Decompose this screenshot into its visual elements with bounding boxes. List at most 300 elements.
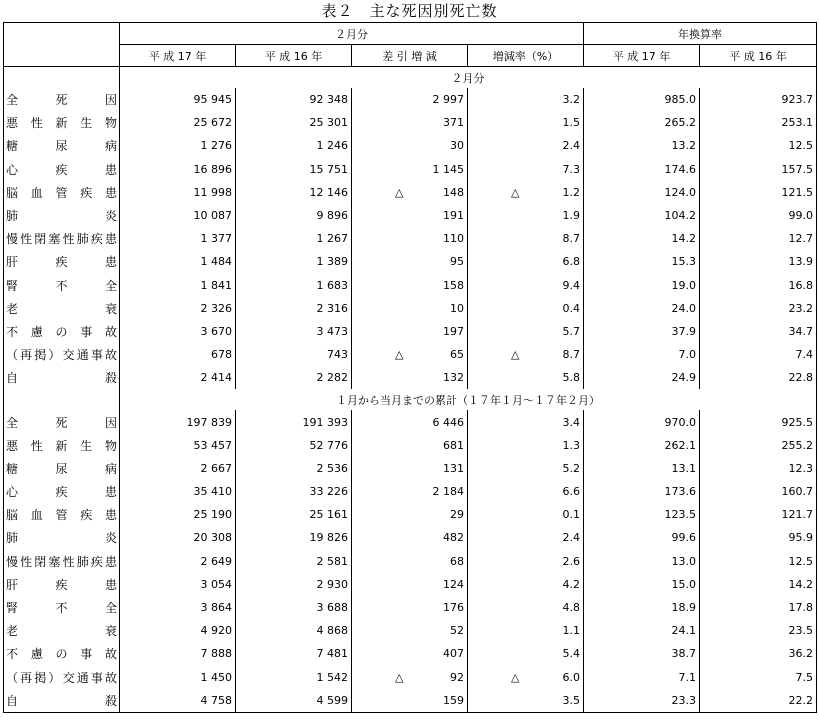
cause-char: の — [55, 324, 68, 339]
rate-cell — [468, 689, 584, 713]
count-h17: 16 896 — [120, 158, 236, 181]
table-title: 表２ 主な死因別死亡数 — [321, 2, 498, 20]
diff-cell — [352, 503, 468, 526]
rate-cell-value: 2.4 — [562, 531, 580, 545]
cause-name — [6, 253, 117, 270]
cause-name — [6, 137, 117, 154]
cause-char: 性 — [62, 554, 75, 569]
decrease-mark — [471, 302, 531, 315]
cause-char: 疾 — [55, 577, 68, 592]
count-h17: 20 308 — [120, 526, 236, 549]
diff-cell-content — [355, 439, 464, 452]
mortality-table — [3, 22, 817, 713]
diff-cell-value: 131 — [443, 461, 464, 475]
diff-cell — [352, 158, 468, 181]
annual-rate-h17: 24.1 — [584, 619, 700, 642]
rate-cell-value: 3.2 — [562, 93, 580, 107]
rate-cell-value: 5.7 — [562, 324, 580, 338]
table-row — [4, 619, 817, 642]
table-row — [4, 573, 817, 596]
rate-cell — [468, 642, 584, 665]
cause-char: 因 — [104, 93, 117, 108]
header-group-annual: 年換算率 — [584, 23, 817, 45]
table-row — [4, 227, 817, 250]
cause-cell — [4, 689, 120, 713]
annual-rate-h16: 12.5 — [700, 550, 817, 573]
diff-cell-value: 148 — [443, 185, 464, 199]
diff-cell-value: 6 446 — [432, 415, 464, 429]
decrease-mark — [355, 416, 415, 429]
rate-cell-content — [471, 93, 580, 106]
rate-cell — [468, 111, 584, 134]
diff-cell-content — [355, 209, 464, 222]
section-label: １月から当月までの累計（１７年１月～１７年２月） — [120, 389, 817, 410]
cause-char: 物 — [104, 438, 117, 453]
cause-cell — [4, 550, 120, 573]
decrease-mark — [471, 462, 531, 475]
diff-cell — [352, 457, 468, 480]
cause-name — [6, 277, 117, 294]
cause-char: 患 — [104, 508, 117, 523]
decrease-mark — [355, 302, 415, 315]
cause-char: 掲 — [34, 670, 47, 685]
cause-char: 新 — [55, 438, 68, 453]
decrease-mark — [471, 439, 531, 452]
table-row — [4, 134, 817, 157]
rate-cell-content — [471, 348, 580, 361]
count-h17: 25 672 — [120, 111, 236, 134]
cause-char: 生 — [80, 438, 93, 453]
cause-char: 事 — [80, 647, 93, 662]
diff-cell-value: 65 — [450, 348, 464, 362]
rate-cell-content — [471, 531, 580, 544]
rate-cell — [468, 503, 584, 526]
diff-cell-content — [355, 93, 464, 106]
diff-cell-value: 482 — [443, 531, 464, 545]
decrease-mark — [355, 508, 415, 521]
rate-cell — [468, 619, 584, 642]
diff-cell — [352, 134, 468, 157]
diff-cell — [352, 227, 468, 250]
decrease-mark — [355, 601, 415, 614]
cause-char: 血 — [30, 508, 43, 523]
cause-char: 患 — [104, 485, 117, 500]
count-h17: 3 670 — [120, 320, 236, 343]
rate-cell — [468, 573, 584, 596]
cause-char: 疾 — [90, 232, 103, 247]
annual-rate-h16: 255.2 — [700, 434, 817, 457]
annual-rate-h16: 157.5 — [700, 158, 817, 181]
annual-rate-h17: 14.2 — [584, 227, 700, 250]
cause-char: 肝 — [6, 255, 19, 270]
cause-char: 死 — [55, 415, 68, 430]
count-h17: 4 758 — [120, 689, 236, 713]
cause-char: 炎 — [104, 531, 117, 546]
decrease-mark — [355, 371, 415, 384]
count-h17: 11 998 — [120, 181, 236, 204]
cause-char: 老 — [6, 301, 19, 316]
annual-rate-h16: 13.9 — [700, 250, 817, 273]
cause-char: 故 — [104, 647, 117, 662]
diff-cell-value: 68 — [450, 554, 464, 568]
cause-char: 再 — [20, 348, 33, 363]
count-h16: 25 301 — [236, 111, 352, 134]
cause-name — [6, 161, 117, 178]
rate-cell — [468, 134, 584, 157]
decrease-mark — [355, 139, 415, 152]
cause-char: 肺 — [76, 554, 89, 569]
count-h17: 1 450 — [120, 666, 236, 689]
cause-char: 尿 — [55, 139, 68, 154]
diff-cell — [352, 596, 468, 619]
cause-char: ） — [48, 348, 61, 363]
count-h16: 2 282 — [236, 366, 352, 389]
decrease-mark — [471, 255, 531, 268]
cause-name — [6, 645, 117, 662]
rate-cell — [468, 88, 584, 111]
cause-cell — [4, 457, 120, 480]
cause-char: 脳 — [6, 185, 19, 200]
cause-char: 交 — [62, 670, 75, 685]
rate-cell-content — [471, 508, 580, 521]
rate-cell — [468, 410, 584, 433]
diff-cell-content — [355, 186, 464, 199]
diff-cell-value: 2 997 — [432, 93, 464, 107]
table-row — [4, 550, 817, 573]
table-row — [4, 410, 817, 433]
count-h16: 3 473 — [236, 320, 352, 343]
diff-cell — [352, 410, 468, 433]
rate-cell-content — [471, 232, 580, 245]
decrease-mark: △ — [511, 670, 520, 684]
cause-cell — [4, 642, 120, 665]
cause-char: 患 — [104, 554, 117, 569]
cause-char: 因 — [104, 415, 117, 430]
annual-rate-h17: 19.0 — [584, 274, 700, 297]
cause-cell — [4, 410, 120, 433]
annual-rate-h16: 14.2 — [700, 573, 817, 596]
decrease-mark — [355, 694, 415, 707]
annual-rate-h16: 923.7 — [700, 88, 817, 111]
diff-cell-value: 110 — [443, 232, 464, 246]
diff-cell-content — [355, 348, 464, 361]
table-row — [4, 320, 817, 343]
cause-name — [6, 669, 117, 686]
table-row — [4, 526, 817, 549]
diff-cell — [352, 297, 468, 320]
rate-cell — [468, 434, 584, 457]
cause-char: 衰 — [104, 301, 117, 316]
count-h16: 4 599 — [236, 689, 352, 713]
diff-cell-content — [355, 255, 464, 268]
diff-cell-value: 92 — [450, 670, 464, 684]
decrease-mark — [471, 279, 531, 292]
rate-cell — [468, 227, 584, 250]
cause-char: 慢 — [6, 554, 19, 569]
diff-cell-content — [355, 647, 464, 660]
diff-cell-value: 132 — [443, 371, 464, 385]
cause-char: （ — [6, 670, 19, 685]
count-h16: 7 481 — [236, 642, 352, 665]
diff-cell-value: 176 — [443, 601, 464, 615]
cause-name — [6, 369, 117, 386]
rate-cell-content — [471, 163, 580, 176]
decrease-mark — [355, 255, 415, 268]
rate-cell — [468, 297, 584, 320]
annual-rate-h17: 262.1 — [584, 434, 700, 457]
rate-cell-value: 8.7 — [562, 232, 580, 246]
decrease-mark — [355, 163, 415, 176]
decrease-mark — [471, 624, 531, 637]
decrease-mark — [471, 163, 531, 176]
diff-cell-value: 197 — [443, 324, 464, 338]
rate-cell — [468, 457, 584, 480]
cause-char: 自 — [6, 371, 19, 386]
count-h16: 52 776 — [236, 434, 352, 457]
cause-char: 性 — [30, 116, 43, 131]
cause-char: 死 — [55, 93, 68, 108]
rate-cell-value: 3.4 — [562, 415, 580, 429]
count-h16: 743 — [236, 343, 352, 366]
annual-rate-h16: 160.7 — [700, 480, 817, 503]
table-row — [4, 642, 817, 665]
annual-rate-h16: 121.5 — [700, 181, 817, 204]
cause-char: 不 — [6, 324, 19, 339]
count-h17: 7 888 — [120, 642, 236, 665]
table-row — [4, 457, 817, 480]
count-h16: 3 688 — [236, 596, 352, 619]
count-h17: 53 457 — [120, 434, 236, 457]
annual-rate-h16: 12.5 — [700, 134, 817, 157]
decrease-mark — [471, 485, 531, 498]
rate-cell — [468, 666, 584, 689]
diff-cell — [352, 204, 468, 227]
cause-char: 糖 — [6, 461, 19, 476]
rate-cell-content — [471, 302, 580, 315]
diff-cell-value: 2 184 — [432, 485, 464, 499]
diff-cell-value: 29 — [450, 508, 464, 522]
annual-rate-h17: 174.6 — [584, 158, 700, 181]
rate-cell-value: 4.8 — [562, 601, 580, 615]
cause-cell — [4, 134, 120, 157]
rate-cell-value: 1.9 — [562, 209, 580, 223]
cause-char: 心 — [6, 485, 19, 500]
cause-char: 肝 — [6, 577, 19, 592]
decrease-mark — [471, 601, 531, 614]
diff-cell — [352, 250, 468, 273]
rate-cell-value: 4.2 — [562, 577, 580, 591]
cause-char: 不 — [6, 647, 19, 662]
cause-char: 患 — [104, 577, 117, 592]
cause-name — [6, 184, 117, 201]
cause-name — [6, 437, 117, 454]
cause-cell — [4, 227, 120, 250]
diff-cell — [352, 619, 468, 642]
diff-cell-content — [355, 531, 464, 544]
cause-name — [6, 599, 117, 616]
count-h16: 2 930 — [236, 573, 352, 596]
annual-rate-h17: 37.9 — [584, 320, 700, 343]
annual-rate-h17: 15.0 — [584, 573, 700, 596]
count-h16: 1 246 — [236, 134, 352, 157]
count-h17: 3 864 — [120, 596, 236, 619]
cause-cell — [4, 503, 120, 526]
decrease-mark — [471, 325, 531, 338]
count-h16: 9 896 — [236, 204, 352, 227]
cause-char: 不 — [55, 278, 68, 293]
decrease-mark — [355, 116, 415, 129]
rate-cell-content — [471, 139, 580, 152]
decrease-mark — [355, 439, 415, 452]
rate-cell-content — [471, 279, 580, 292]
annual-rate-h17: 18.9 — [584, 596, 700, 619]
rate-cell — [468, 526, 584, 549]
table-row — [4, 666, 817, 689]
decrease-mark — [355, 578, 415, 591]
count-h17: 35 410 — [120, 480, 236, 503]
rate-cell-value: 9.4 — [562, 278, 580, 292]
cause-char: 自 — [6, 693, 19, 708]
diff-cell — [352, 111, 468, 134]
diff-cell — [352, 274, 468, 297]
table-row — [4, 434, 817, 457]
decrease-mark — [355, 209, 415, 222]
cause-char: の — [55, 647, 68, 662]
decrease-mark — [355, 279, 415, 292]
count-h16: 19 826 — [236, 526, 352, 549]
rate-cell-content — [471, 647, 580, 660]
cause-name — [6, 553, 117, 570]
cause-name — [6, 323, 117, 340]
cause-cell — [4, 619, 120, 642]
count-h16: 92 348 — [236, 88, 352, 111]
diff-cell-content — [355, 601, 464, 614]
rate-cell-value: 5.4 — [562, 647, 580, 661]
count-h17: 2 649 — [120, 550, 236, 573]
cause-char: 患 — [104, 185, 117, 200]
diff-cell-value: 191 — [443, 209, 464, 223]
cause-char: 悪 — [6, 116, 19, 131]
count-h17: 10 087 — [120, 204, 236, 227]
table-row — [4, 274, 817, 297]
cause-char: 全 — [104, 278, 117, 293]
count-h16: 1 389 — [236, 250, 352, 273]
cause-char: 肺 — [6, 531, 19, 546]
table-row — [4, 480, 817, 503]
count-h17: 3 054 — [120, 573, 236, 596]
cause-cell — [4, 297, 120, 320]
table-row — [4, 689, 817, 713]
header-col-h16: 平 成 16 年 — [236, 45, 352, 67]
diff-cell-value: 371 — [443, 116, 464, 130]
cause-cell — [4, 343, 120, 366]
cause-name — [6, 460, 117, 477]
count-h16: 15 751 — [236, 158, 352, 181]
annual-rate-h17: 173.6 — [584, 480, 700, 503]
diff-cell — [352, 480, 468, 503]
cause-name — [6, 483, 117, 500]
section-row — [4, 389, 817, 410]
header-col-annual-h17: 平 成 17 年 — [584, 45, 700, 67]
cause-char: 物 — [104, 116, 117, 131]
cause-cell — [4, 480, 120, 503]
decrease-mark — [471, 232, 531, 245]
rate-cell-content — [471, 624, 580, 637]
cause-cell — [4, 596, 120, 619]
annual-rate-h17: 7.1 — [584, 666, 700, 689]
cause-cell — [4, 111, 120, 134]
cause-cell — [4, 88, 120, 111]
annual-rate-h17: 124.0 — [584, 181, 700, 204]
header-corner — [4, 23, 120, 45]
cause-char: 衰 — [104, 624, 117, 639]
cause-char: 疾 — [80, 508, 93, 523]
cause-char: 性 — [20, 554, 33, 569]
decrease-mark — [471, 416, 531, 429]
cause-char: 患 — [104, 162, 117, 177]
diff-cell-value: 681 — [443, 438, 464, 452]
annual-rate-h17: 24.9 — [584, 366, 700, 389]
annual-rate-h16: 7.4 — [700, 343, 817, 366]
annual-rate-h16: 12.3 — [700, 457, 817, 480]
rate-cell-value: 7.3 — [562, 162, 580, 176]
table-row — [4, 88, 817, 111]
cause-char: 病 — [104, 139, 117, 154]
cause-char: 疾 — [55, 485, 68, 500]
count-h17: 25 190 — [120, 503, 236, 526]
count-h17: 1 841 — [120, 274, 236, 297]
rate-cell-value: 1.2 — [562, 185, 580, 199]
rate-cell — [468, 550, 584, 573]
cause-cell — [4, 666, 120, 689]
cause-name — [6, 346, 117, 363]
annual-rate-h17: 7.0 — [584, 343, 700, 366]
diff-cell — [352, 642, 468, 665]
diff-cell — [352, 366, 468, 389]
rate-cell-value: 8.7 — [562, 348, 580, 362]
rate-cell — [468, 181, 584, 204]
cause-char: 殺 — [104, 371, 117, 386]
annual-rate-h16: 925.5 — [700, 410, 817, 433]
diff-cell-content — [355, 508, 464, 521]
rate-cell-content — [471, 439, 580, 452]
cause-char: 慢 — [6, 232, 19, 247]
diff-cell — [352, 88, 468, 111]
rate-cell — [468, 596, 584, 619]
cause-char: 不 — [55, 601, 68, 616]
rate-cell — [468, 250, 584, 273]
rate-cell-value: 0.4 — [562, 301, 580, 315]
table-row — [4, 181, 817, 204]
table-row — [4, 158, 817, 181]
header-col-h17: 平 成 17 年 — [120, 45, 236, 67]
cause-char: 疾 — [55, 255, 68, 270]
cause-name — [6, 692, 117, 709]
cause-name — [6, 529, 117, 546]
cause-name — [6, 114, 117, 131]
decrease-mark — [355, 531, 415, 544]
rate-cell-content — [471, 671, 580, 684]
cause-char: 性 — [20, 232, 33, 247]
rate-cell-value: 5.2 — [562, 461, 580, 475]
rate-cell-content — [471, 578, 580, 591]
diff-cell-content — [355, 578, 464, 591]
diff-cell-value: 1 145 — [432, 162, 464, 176]
count-h16: 12 146 — [236, 181, 352, 204]
rate-cell — [468, 204, 584, 227]
cause-char: 全 — [6, 93, 19, 108]
diff-cell-content — [355, 232, 464, 245]
